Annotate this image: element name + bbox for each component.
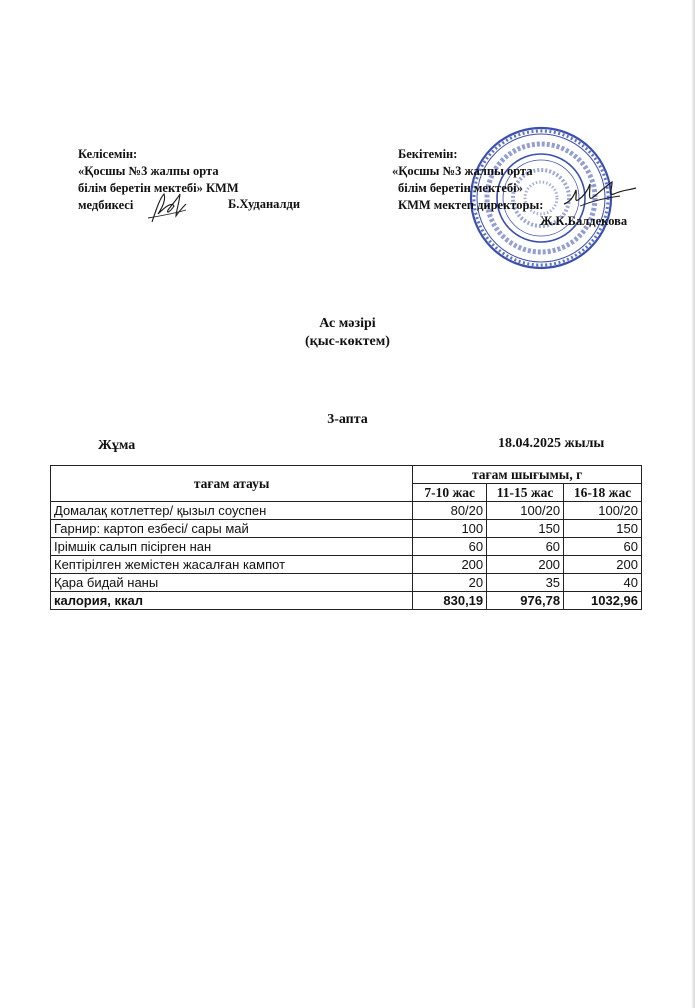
day-label: Жұма <box>98 438 136 453</box>
approval-left-line2: білім беретін мектебі» КММ <box>78 181 239 195</box>
portion-16-18: 150 <box>564 520 642 538</box>
header-age-16-18: 16-18 жас <box>564 484 642 502</box>
table-total-row <box>51 592 642 610</box>
nurse-name: Б.Худаналди <box>228 197 301 211</box>
table-row <box>51 502 642 520</box>
approval-right-line2: білім беретін мектебі» <box>398 181 523 195</box>
date-label: 18.04.2025 жылы <box>498 436 605 451</box>
dish-name: Ірімшік салып пісірген нан <box>51 538 413 556</box>
header-yield: тағам шығымы, г <box>413 466 642 484</box>
table-row <box>51 574 642 592</box>
portion-7-10: 100 <box>413 520 487 538</box>
director-signature <box>560 176 640 212</box>
director-name: Ж.К.Балдекова <box>540 214 628 228</box>
calories-7-10: 830,19 <box>413 592 487 610</box>
portion-11-15: 150 <box>487 520 564 538</box>
dish-name: Гарнир: картоп езбесі/ сары май <box>51 520 413 538</box>
header-age-11-15: 11-15 жас <box>487 484 564 502</box>
approval-right-line1: «Қосшы №3 жалпы орта <box>392 164 533 178</box>
dish-name: Домалақ котлеттер/ қызыл соуспен <box>51 502 413 520</box>
table-row <box>51 556 642 574</box>
approval-right <box>392 146 543 214</box>
portion-7-10: 60 <box>413 538 487 556</box>
approval-left-heading: Келісемін: <box>78 147 138 161</box>
portion-11-15: 100/20 <box>487 502 564 520</box>
portion-11-15: 60 <box>487 538 564 556</box>
portion-16-18: 200 <box>564 556 642 574</box>
document-title: Ас мәзірі <box>319 316 376 331</box>
dish-name: Кептірілген жемістен жасалған кампот <box>51 556 413 574</box>
portion-7-10: 20 <box>413 574 487 592</box>
document-subtitle: (қыс-көктем) <box>305 334 390 349</box>
portion-16-18: 100/20 <box>564 502 642 520</box>
page-edge <box>691 0 695 1008</box>
portion-11-15: 200 <box>487 556 564 574</box>
approval-left-line1: «Қосшы №3 жалпы орта <box>78 164 219 178</box>
portion-7-10: 80/20 <box>413 502 487 520</box>
portion-16-18: 40 <box>564 574 642 592</box>
portion-16-18: 60 <box>564 538 642 556</box>
header-dish-name: тағам атауы <box>51 466 413 502</box>
table-row <box>51 520 642 538</box>
approval-right-line3: КММ мектеп директоры: <box>398 198 544 212</box>
calories-16-18: 1032,96 <box>564 592 642 610</box>
header-age-7-10: 7-10 жас <box>413 484 487 502</box>
total-label: калория, ккал <box>51 592 413 610</box>
table-row <box>51 538 642 556</box>
week-label: 3-апта <box>327 412 368 427</box>
portion-7-10: 200 <box>413 556 487 574</box>
portion-11-15: 35 <box>487 574 564 592</box>
dish-name: Қара бидай наны <box>51 574 413 592</box>
calories-11-15: 976,78 <box>487 592 564 610</box>
table-header-row <box>51 466 642 484</box>
nurse-signature <box>146 188 190 228</box>
approval-right-heading: Бекітемін: <box>398 147 458 161</box>
approval-left-line3: медбикесі <box>78 198 134 212</box>
menu-table <box>50 465 642 610</box>
